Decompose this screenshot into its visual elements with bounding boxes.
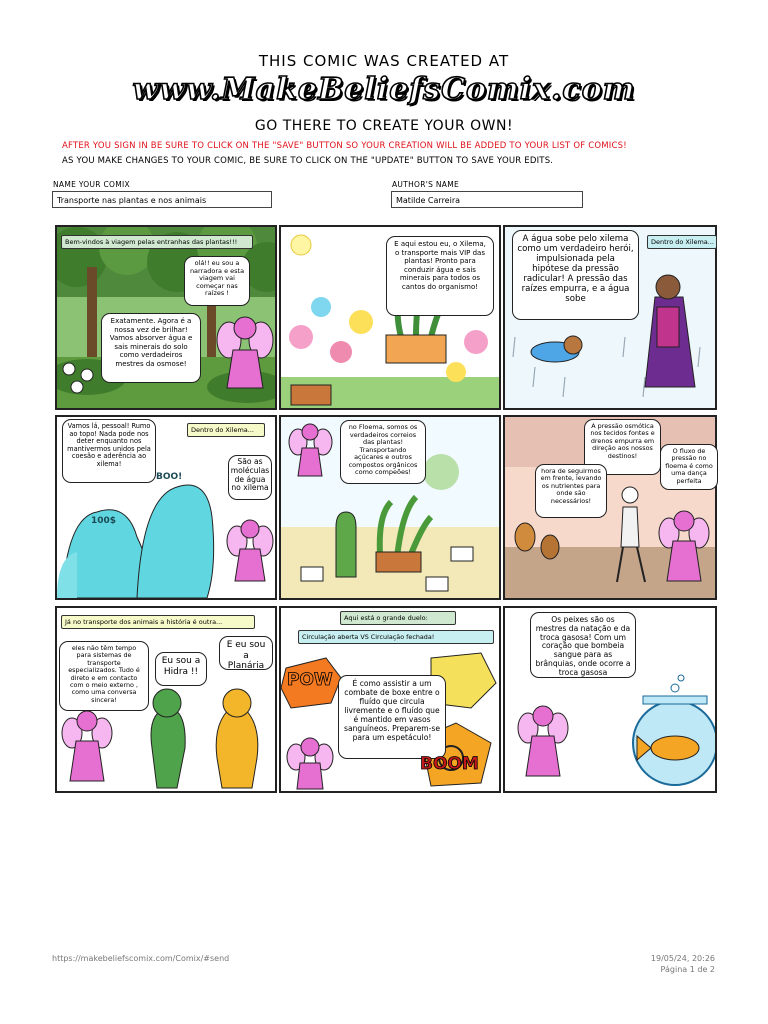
header-subtitle: GO THERE TO CREATE YOUR OWN! <box>254 118 514 134</box>
panel-6-bubble-nutrients: hora de seguirmos em frente, levando os nutrientes para onde são necessários! <box>535 464 607 518</box>
fairy-character <box>60 705 115 785</box>
panel-4-bubble-team: Vamos lá, pessoal! Rumo ao topo! Nada pode nos deter enquanto nos mantivermos unidos pela coesão e aderência ao xilema! <box>62 419 156 483</box>
fairy-character <box>215 310 275 395</box>
panel-4-bubble-molecules: São as moléculas de água no xilema <box>228 455 272 500</box>
fairy-character <box>288 420 333 480</box>
panel-7-bubble-animals: eles não têm tempo para sistemas de transporte especializados. Tudo é direto e em contacto com o meio externo , como uma conversa sincera! <box>59 641 149 711</box>
panel-1-bubble-roots: Exatamente. Agora é a nossa vez de brilhar! Vamos absorver água e sais minerais do solo como verdadeiros mestres da osmose! <box>101 313 201 383</box>
panel-3-caption: Dentro do Xilema... <box>647 235 717 249</box>
panel-5-bubble-floema: no Floema, somos os verdadeiros correios das plantas! Transportando açúcares e outros compostos orgânicos como compeões! <box>340 420 426 484</box>
panel-7-bubble-hidra: Eu sou a Hidra !! <box>155 652 207 686</box>
footer-page-number: Página 1 de 2 <box>660 965 715 974</box>
fairy-character <box>657 505 712 585</box>
boom-sound-effect: BOOM <box>420 754 479 774</box>
panel-6-bubble-dance: O fluxo de pressão no floema é como uma dança perfeita <box>660 444 718 490</box>
panel-3-bubble-water: A água sobe pelo xilema como um verdadeiro herói, impulsionada pela hipótese da pressão radicular! A pressão das raízes empurra, e a água sobe <box>512 230 639 320</box>
panel-8-caption-circulation: Circulação aberta VS Circulação fechada! <box>298 630 494 644</box>
header-title: THIS COMIC WAS CREATED AT <box>258 52 510 70</box>
ghost-tag-money: 100$ <box>91 516 117 526</box>
panel-8-caption-duel: Aqui está o grande duelo: <box>340 611 456 625</box>
panel-7-caption: Já no transporte dos animais a história é outra... <box>61 615 255 629</box>
panel-1-bubble-narrator: olá!! eu sou a narradora e esta viagem vai começar nas raízes ! <box>184 256 250 306</box>
author-name-field[interactable]: Matilde Carreira <box>391 191 583 208</box>
author-name-label: AUTHOR'S NAME <box>392 180 460 189</box>
panel-7-bubble-planaria: E eu sou a Planária <box>219 636 273 670</box>
comix-name-label: NAME YOUR COMIX <box>53 180 130 189</box>
fairy-character <box>285 735 335 790</box>
pow-sound-effect: POW <box>287 670 333 690</box>
panel-6-bubble-pressure: A pressão osmótica nos tecidos fontes e drenos empurra em direção aos nossos destinos! <box>584 419 661 475</box>
footer-datetime: 19/05/24, 20:26 <box>650 954 715 963</box>
panel-8-bubble-boxing: É como assistir a um combate de boxe entre o fluído que circula livremente e o fluído que é mantido em vasos sanguíneos. Preparem-se para um espetáculo! <box>338 675 446 759</box>
panel-2-bubble-xilema: E aqui estou eu, o Xilema, o transporte mais VIP das plantas! Pronto para conduzir água e sais minerais para todos os cantos do organismo! <box>386 236 494 316</box>
save-notice: AFTER YOU SIGN IN BE SURE TO CLICK ON THE "SAVE" BUTTON SO YOUR CREATION WILL BE ADDED TO YOUR LIST OF COMICS! <box>62 141 627 151</box>
site-logo[interactable]: www.MakeBeliefsComix.com <box>132 72 636 107</box>
fairy-character <box>225 515 275 585</box>
panel-9-bubble-fish: Os peixes são os mestres da natação e da troca gasosa! Com um coração que bombeia sangue para as brânquias, onde ocorre a troca gasosa <box>530 612 636 678</box>
fairy-character <box>516 700 571 780</box>
comix-name-field[interactable]: Transporte nas plantas e nos animais <box>52 191 272 208</box>
ghost-tag-boo: BOO! <box>156 472 183 482</box>
panel-4-caption: Dentro do Xilema... <box>187 423 265 437</box>
update-notice: AS YOU MAKE CHANGES TO YOUR COMIC, BE SURE TO CLICK ON THE "UPDATE" BUTTON TO SAVE YOUR EDITS. <box>62 156 554 166</box>
panel-1-caption: Bem-vindos à viagem pelas entranhas das plantas!!! <box>61 235 253 249</box>
footer-url[interactable]: https://makebeliefscomix.com/Comix/#send <box>52 954 230 963</box>
